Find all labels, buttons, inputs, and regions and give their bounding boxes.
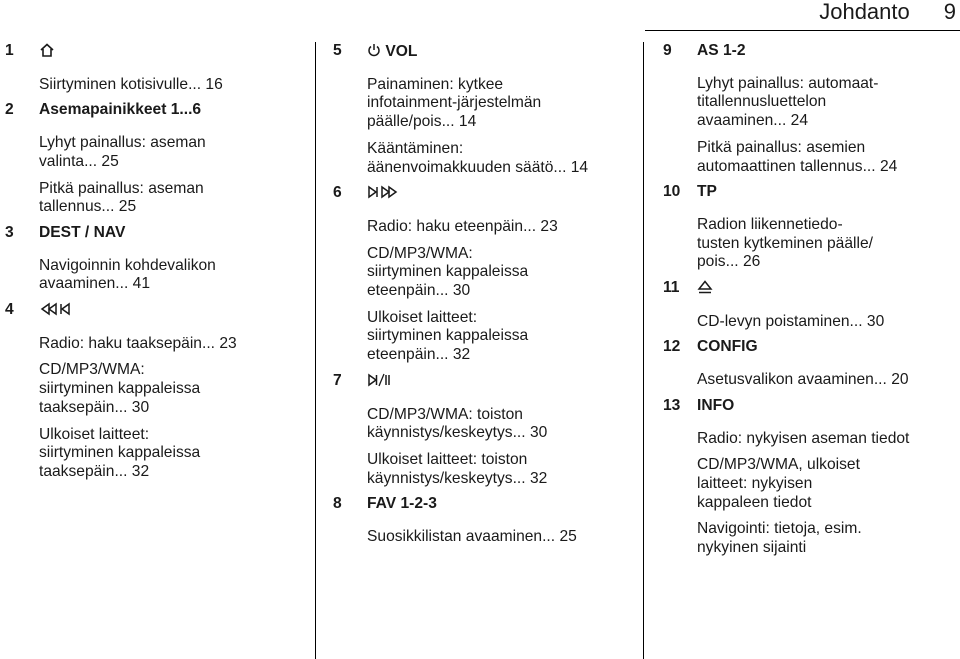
entry-text: Pitkä painallus: asemien automaattinen tallennus [697,138,866,175]
entry-text: CD/MP3/WMA: siirtyminen kappaleissa taaksepäin [39,361,201,416]
page-ref: 26 [742,253,761,271]
item-title [697,279,960,299]
column-2 [333,42,629,547]
play-pause-icon [367,372,391,388]
power-icon [367,42,381,58]
entry-list [697,75,960,177]
page-ref: 23 [219,334,237,352]
entry-list [367,528,629,547]
entry-text: Painaminen: kytkee infotainment-järjestelmän päälle/pois [367,75,542,131]
item-title [367,184,629,204]
control-item [5,101,300,217]
item-title [697,183,960,202]
entry-list [367,76,629,178]
item-number: 4 [5,301,14,319]
entry: Pitkä painallus: aseman tallennus... 25 [39,179,204,216]
page-ref: 30 [131,398,150,416]
entry-text: Navigointi: tietoja, esim. nykyinen sijainti [697,520,862,557]
seek-back-icon [39,301,71,317]
item-number: 8 [333,495,342,513]
chapter-title: Johdanto [819,0,910,24]
entry-text: CD-levyn poistaminen [697,312,850,330]
page-ref: 20 [891,371,909,389]
entry: Lyhyt painallus: aseman valinta... 25 [39,134,206,170]
page-ref: 14 [458,113,477,131]
item-title [39,101,300,120]
control-item [333,42,629,177]
page-ref: 24 [790,112,808,130]
column-3 [663,42,960,558]
item-title-text: INFO [697,396,735,414]
page-ref: 24 [879,157,898,175]
entry-text: Lyhyt painallus: aseman valinta [39,134,206,170]
control-item [663,338,960,389]
item-number: 2 [5,101,14,119]
control-item [333,495,629,546]
item-number: 1 [5,42,14,59]
item-title-text: FAV 1-2-3 [367,495,437,513]
entry: Ulkoiset laitteet: siirtyminen kappaleissa eteenpäin... 32 [367,308,529,364]
page-ref: 41 [132,275,150,293]
item-number: 5 [333,42,342,59]
page-ref: 25 [101,152,119,170]
entry: Ulkoiset laitteet: siirtyminen kappaleissa taaksepäin... 32 [39,425,201,480]
item-title [39,224,300,243]
control-item [333,372,629,489]
entry: Ulkoiset laitteet: toiston käynnistys/keskeytys... 32 [367,450,548,487]
entry-text: Ulkoiset laitteet: siirtyminen kappaleissa taaksepäin [39,425,201,480]
entry-list [367,406,629,489]
entry: CD/MP3/WMA: siirtyminen kappaleissa eteenpäin... 30 [367,244,529,300]
item-number: 12 [663,338,681,356]
item-number: 9 [663,42,672,59]
entry-text: Navigoinnin kohdevalikon avaaminen [39,256,216,293]
page-ref: 14 [570,158,589,176]
entry-text: Pitkä painallus: aseman tallennus [39,179,204,216]
item-title-text: CONFIG [697,338,758,356]
page-ref: 30 [529,424,548,442]
page-ref: 25 [559,528,577,546]
entry: Radion liikennetiedo- tusten kytkeminen päälle/ pois... 26 [697,215,873,271]
entry: CD/MP3/WMA: siirtyminen kappaleissa taaksepäin... 30 [39,361,201,416]
entry-text: Radio: haku taaksepäin [39,334,202,352]
column-1 [5,42,300,482]
page-ref: 32 [529,469,548,487]
control-item [663,279,960,331]
page-number: 9 [943,0,956,24]
entry: Radio: haku taaksepäin... 23 [39,334,237,352]
entry-text: Asetusvalikon avaaminen [697,371,874,389]
control-item [663,397,960,558]
page-ref: 32 [131,462,150,480]
entry-list [39,257,300,294]
entry: Painaminen: kytkee infotainment-järjestelmän päälle/pois... 14 [367,75,542,131]
entry-list [697,216,960,272]
seek-forward-icon [367,184,399,200]
entry-list [697,371,960,390]
entry [697,520,960,557]
eject-icon [697,279,713,295]
item-number: 13 [663,396,681,414]
entry [697,456,960,512]
page-ref: 23 [540,217,558,235]
entry-text: Kääntäminen: äänenvoimakkuuden säätö [367,139,554,176]
item-number: 10 [663,183,681,201]
control-item [663,183,960,272]
entry-text: Siirtyminen kotisivulle [39,75,189,93]
item-title-text: TP [697,183,717,201]
item-title-text: Asemapainikkeet 1...6 [39,101,202,119]
item-title [697,338,960,357]
entry-text: CD/MP3/WMA, ulkoiset laitteet: nykyisen kappaleen tiedot [697,456,860,511]
entry-text: CD/MP3/WMA: siirtyminen kappaleissa eteenpäin [367,244,529,300]
item-title-text: AS 1-2 [697,42,746,59]
page-header [819,0,956,25]
entry: CD-levyn poistaminen... 30 [697,312,885,330]
entry-text: Radion liikennetiedo- tusten kytkeminen päälle/ pois [697,215,873,271]
item-number: 7 [333,371,342,389]
item-title [697,42,960,61]
entry: Pitkä painallus: asemien automaattinen tallennus... 24 [697,138,898,175]
entry-list [39,335,300,482]
entry [697,430,960,449]
item-number: 6 [333,184,342,202]
entry: Siirtyminen kotisivulle... 16 [39,75,223,93]
item-title [367,42,629,62]
control-item [5,224,300,294]
item-title-text: VOL [385,43,418,60]
header-rule [645,30,960,31]
item-title [39,42,300,62]
control-item [5,301,300,482]
entry: Lyhyt painallus: automaat- titallennusluettelon avaaminen... 24 [697,74,879,130]
item-title [697,397,960,416]
entry-list [697,430,960,558]
entry: Suosikkilistan avaaminen... 25 [367,528,577,546]
entry: Kääntäminen: äänenvoimakkuuden säätö... 14 [367,139,589,176]
entry-list [697,313,960,332]
control-item [5,42,300,94]
control-item [333,184,629,365]
entry: Asetusvalikon avaaminen... 20 [697,371,909,389]
entry-text: Ulkoiset laitteet: toiston käynnistys/keskeytys [367,450,528,487]
page-ref: 32 [452,346,471,364]
entry-text: Radio: nykyisen aseman tiedot [697,429,910,447]
entry-text: Ulkoiset laitteet: siirtyminen kappaleissa eteenpäin [367,308,529,364]
page-ref: 16 [205,75,223,93]
page-ref: 30 [866,312,885,330]
page-ref: 30 [452,282,471,300]
item-title [367,495,629,514]
item-number: 3 [5,223,14,241]
entry-text: Lyhyt painallus: automaat- titallennusluettelon avaaminen [697,74,879,130]
item-number: 11 [663,279,680,297]
entry-text: Radio: haku eteenpäin [367,217,524,235]
entry: Navigoinnin kohdevalikon avaaminen... 41 [39,256,216,293]
column-divider-2 [643,42,644,659]
entry-text: Suosikkilistan avaaminen [367,528,543,546]
column-divider-1 [315,42,316,659]
item-title [367,372,629,392]
home-icon [39,42,55,58]
entry-list [367,218,629,365]
entry: CD/MP3/WMA: toiston käynnistys/keskeytys... 30 [367,405,548,442]
entry: Radio: haku eteenpäin... 23 [367,217,558,235]
item-title-text: DEST / NAV [39,223,126,241]
entry-list [39,134,300,217]
control-item [663,42,960,176]
page-ref: 25 [118,198,137,216]
entry-list [39,76,300,95]
item-title [39,301,300,321]
entry-text: CD/MP3/WMA: toiston käynnistys/keskeytys [367,405,523,442]
